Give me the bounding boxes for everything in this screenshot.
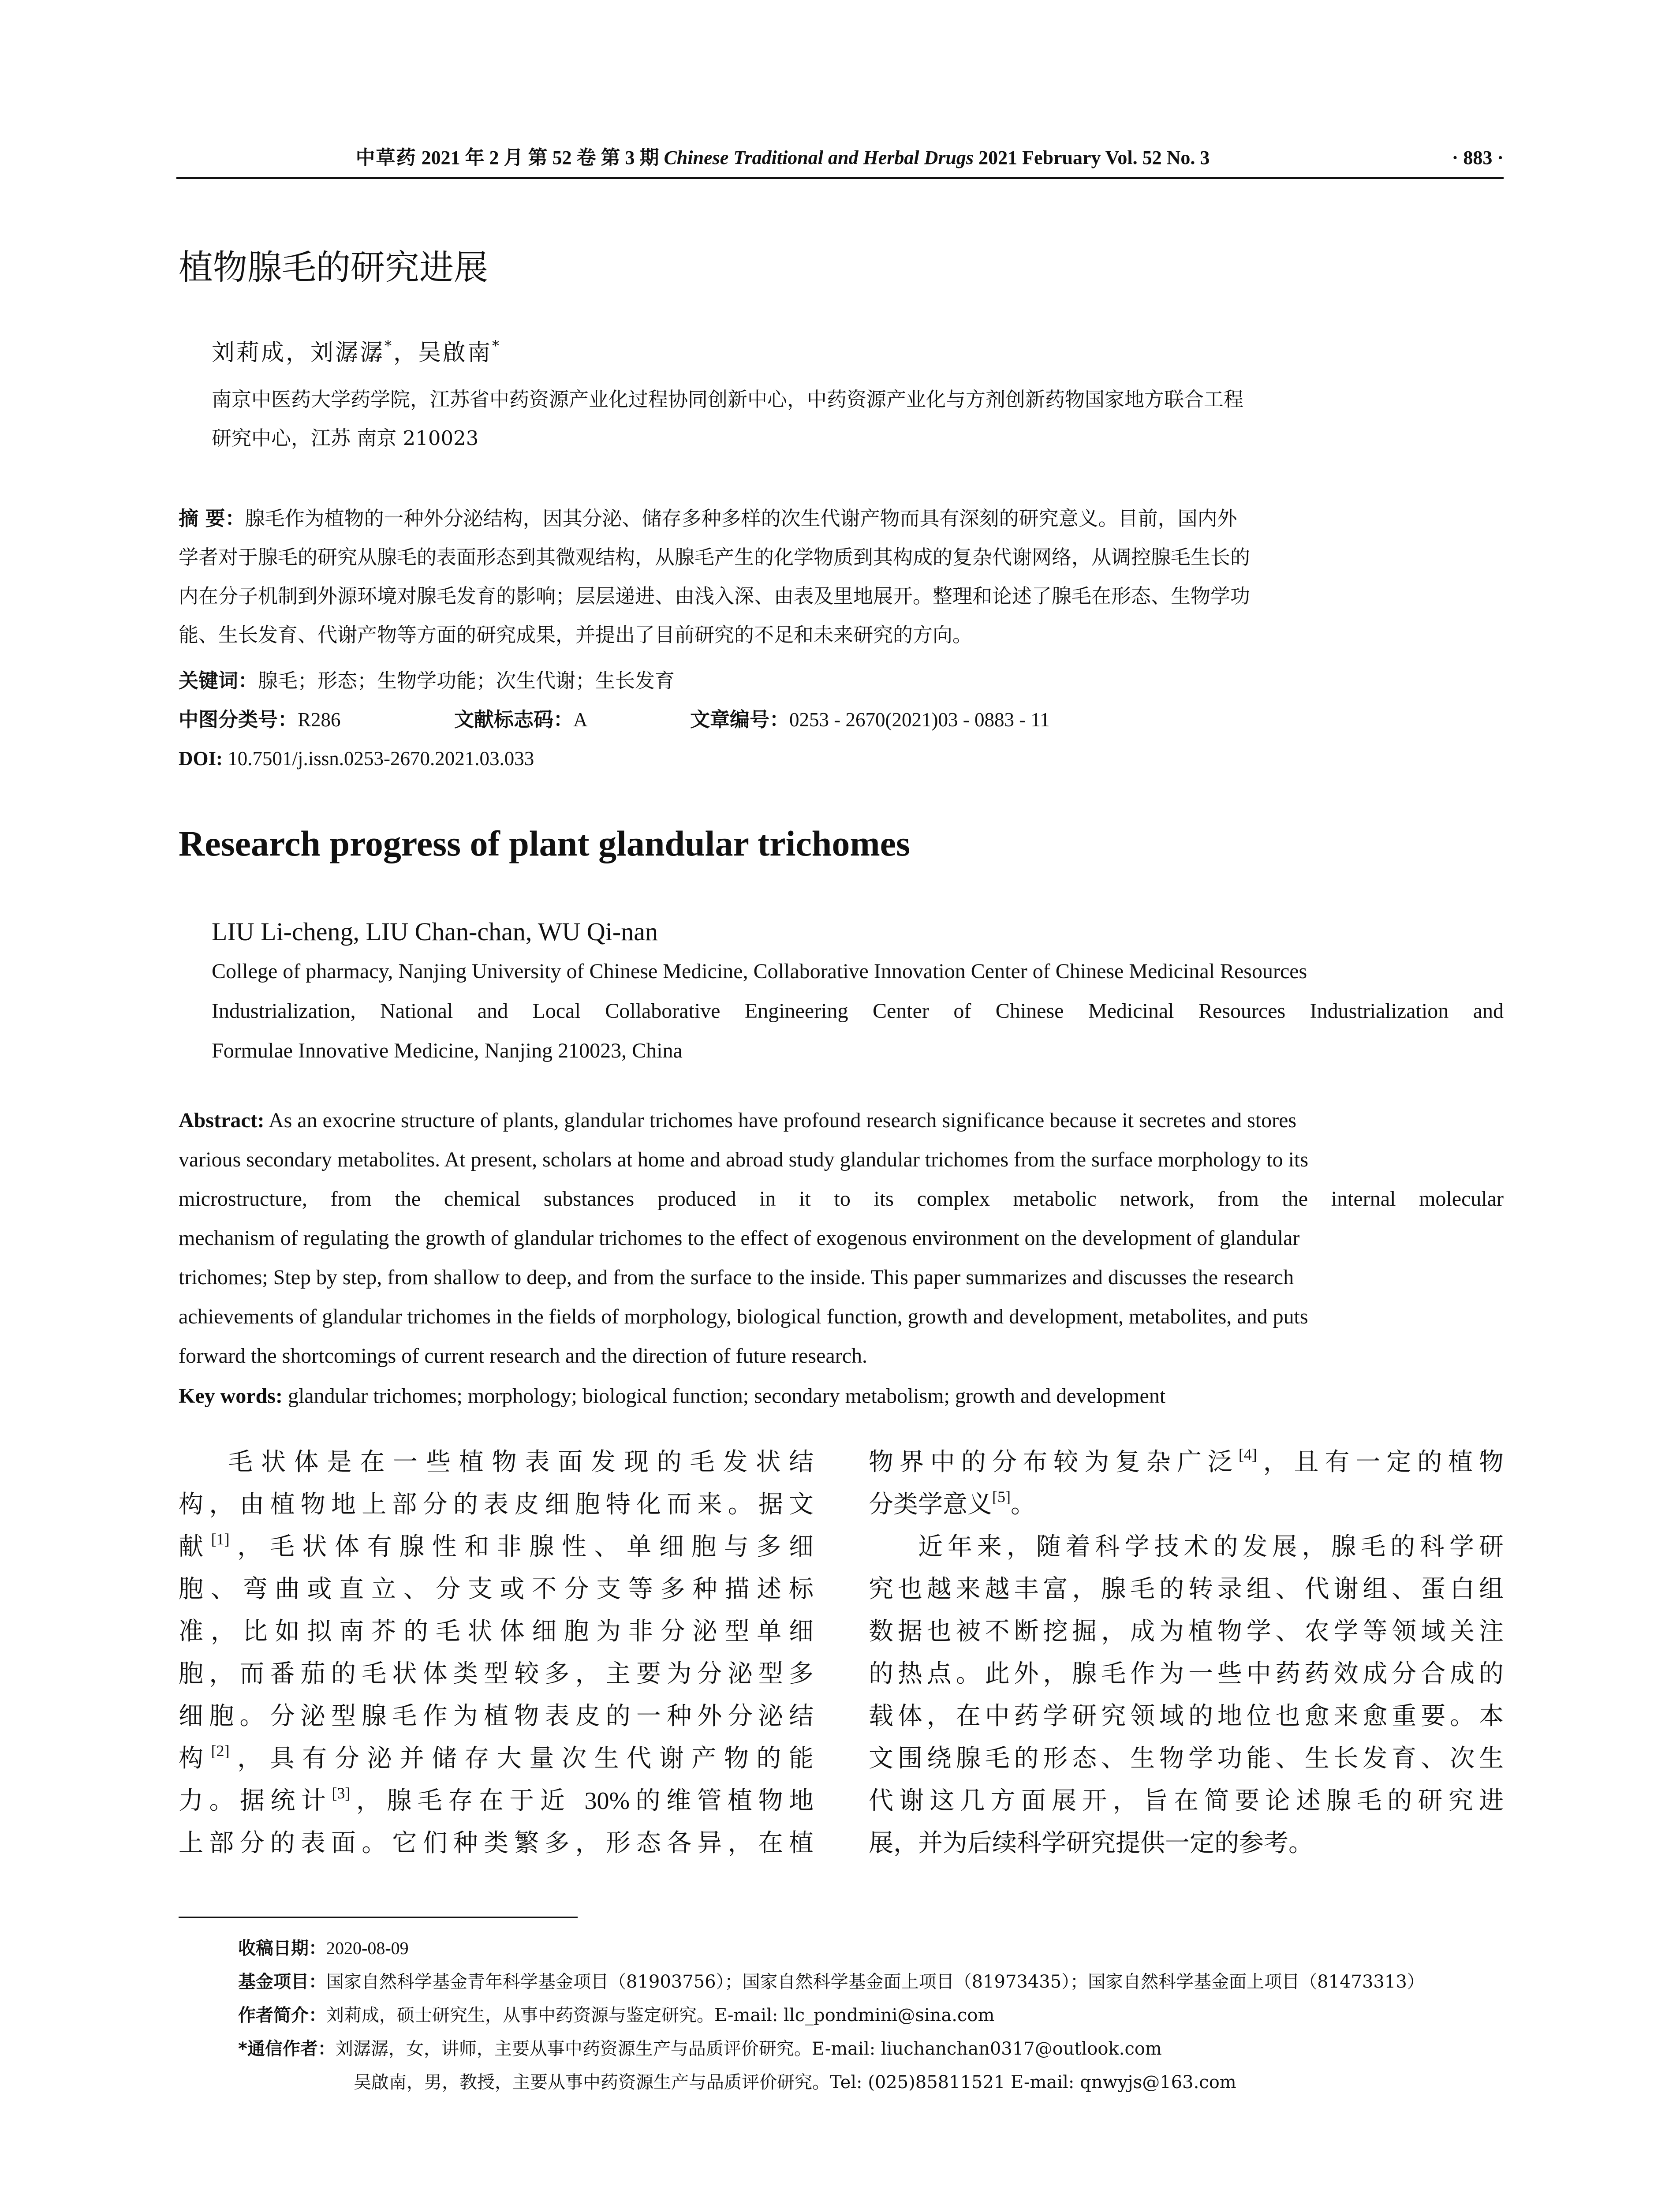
journal-name-cn: 中草药 [355,147,417,168]
doi-label: DOI: [179,747,223,770]
abstract-cn-line: 内在分子机制到外源环境对腺毛发育的影响；层层递进、由浅入深、由表及里地展开。整理和论述了腺毛在形态、生物学功 [179,584,1251,608]
abstract-en-line: trichomes; Step by step, from shallow to deep, and from the surface to the inside. This paper summarizes and discusses the research [179,1266,1294,1289]
footnote-received [238,1932,1504,1965]
body-line [869,1484,1504,1526]
body-line: 的热点。此外，腺毛作为一些中药药效成分合成的 [869,1659,1504,1688]
received-date: 2020-08-09 [326,1938,409,1958]
body-text: ，且有一定的植物 [1257,1448,1504,1476]
corresponding-text: 刘潺潺，女，讲师，主要从事中药资源生产与品质评价研究。E-mail: liuchanchan0317@outlook.com [335,2039,1162,2059]
abstract-en-label: Abstract: [179,1109,265,1132]
body-line [179,1780,814,1822]
body-line: 文围绕腺毛的形态、生物学功能、生长发育、次生 [869,1744,1504,1773]
corresponding-mark: * [492,337,501,354]
abstract-cn-line: 学者对于腺毛的研究从腺毛的表面形态到其微观结构，从腺毛产生的化学物质到其构成的复杂代谢网络，从调控腺毛生长的 [179,546,1251,569]
authors-cn-part-1: 刘莉成，刘潺潺 [212,340,385,366]
body-line [869,1441,1504,1484]
doi-value: 10.7501/j.issn.0253-2670.2021.03.033 [223,747,534,770]
body-text: 力。据统计 [179,1786,332,1815]
clc-value: R286 [298,709,341,731]
affiliation-en-line: Industrialization, National and Local Collaborative Engineering Center of Chinese Medicinal Resources Industrialization and [212,999,1504,1023]
citation-ref: [3] [332,1784,351,1802]
body-line [179,1526,814,1568]
abstract-cn-line: 能、生长发育、代谢产物等方面的研究成果，并提出了目前研究的不足和未来研究的方向。 [179,623,973,647]
citation-ref: [2] [211,1742,230,1760]
body-line: 毛状体是在一些植物表面发现的毛发状结 [228,1448,814,1476]
body-column-right [869,1441,1504,1865]
body-column-left [179,1441,814,1865]
body-line: 展，并为后续科学研究提供一定的参考。 [869,1829,1313,1857]
doi-line [179,739,534,778]
abstract-en-line: various secondary metabolites. At present, scholars at home and abroad study glandular trichomes from the surface morphology to its [179,1148,1308,1171]
corresponding-mark: * [385,337,394,354]
abstract-en-line: achievements of glandular trichomes in the fields of morphology, biological function, growth and development, metabolites, and puts [179,1305,1308,1328]
body-text: 。 [1010,1490,1035,1519]
body-text: 物界中的分布较为复杂广泛 [869,1448,1239,1476]
body-line: 构，由植物地上部分的表皮细胞特化而来。据文 [179,1490,814,1519]
abstract-en-line: As an exocrine structure of plants, glandular trichomes have profound research significance because it secretes and stores [264,1109,1297,1132]
authors-en: LIU Li-cheng, LIU Chan-chan, WU Qi-nan [212,917,658,946]
footnote-fund [238,1965,1504,1999]
body-line: 数据也被不断挖掘，成为植物学、农学等领域关注 [869,1617,1504,1646]
article-no-value: 0253 - 2670(2021)03 - 0883 - 11 [789,709,1050,731]
header-rule [176,177,1504,179]
title-en: Research progress of plant glandular trichomes [179,823,910,863]
body-text: 的维管植物地 [630,1786,814,1815]
body-line: 究也越来越丰富，腺毛的转录组、代谢组、蛋白组 [869,1575,1504,1603]
keywords-en-label: Key words: [179,1384,283,1408]
footnote-corresponding-2: 吴啟南，男，教授，主要从事中药资源生产与品质评价研究。Tel: (025)85811521 E-mail: qnwyjs@163.com [354,2072,1236,2093]
body-text: 分类学意义 [869,1490,992,1519]
body-line: 近年来，随着科学技术的发展，腺毛的科学研 [918,1532,1504,1561]
corresponding-label: *通信作者： [238,2039,336,2059]
citation-ref: [5] [992,1488,1011,1506]
fund-label: 基金项目： [238,1972,326,1992]
affiliation-en [212,952,1504,1071]
body-line: 胞、弯曲或直立、分支或不分支等多种描述标 [179,1575,814,1603]
authors-cn [212,335,501,370]
body-text: 献 [179,1532,211,1561]
keywords-cn [179,662,675,700]
affiliation-en-line: Formulae Innovative Medicine, Nanjing 210023, China [212,1039,683,1062]
keywords-cn-text: 腺毛；形态；生物学功能；次生代谢；生长发育 [258,669,675,692]
doc-code-value: A [573,709,588,731]
affiliation-en-line: College of pharmacy, Nanjing University of Chinese Medicine, Collaborative Innovation Center of Chinese Medicinal Resources [212,960,1307,983]
received-label: 收稿日期： [238,1938,326,1958]
issue-en: 2021 February Vol. 52 No. 3 [978,147,1210,168]
body-number: 30% [584,1787,630,1815]
running-head [176,140,1504,176]
keywords-cn-label: 关键词： [179,669,258,692]
classification-line [179,700,1050,739]
affiliation-cn-line: 研究中心，江苏 南京 210023 [212,426,479,450]
keywords-en [179,1376,1165,1416]
fund-text: 国家自然科学基金青年科学基金项目（81903756）；国家自然科学基金面上项目（81973435）；国家自然科学基金面上项目（81473313） [326,1972,1425,1992]
footnote-rule [179,1917,578,1918]
clc-label: 中图分类号： [179,708,298,731]
abstract-en-line: mechanism of regulating the growth of glandular trichomes to the effect of exogenous environment on the development of glandular [179,1226,1300,1250]
title-cn: 植物腺毛的研究进展 [179,248,489,288]
footnotes [238,1932,1504,2099]
abstract-en-line: microstructure, from the chemical substances produced in it to its complex metabolic network, from the internal molecular [179,1187,1504,1211]
keywords-en-text: glandular trichomes; morphology; biological function; secondary metabolism; growth and development [282,1384,1166,1408]
article-no-label: 文章编号： [690,708,790,731]
citation-ref: [4] [1238,1446,1257,1463]
body-line: 胞，而番茄的毛状体类型较多，主要为分泌型多 [179,1659,814,1688]
authors-cn-part-2: ，吴啟南 [393,340,493,366]
abstract-cn [179,499,1504,654]
doc-code-label: 文献标志码： [454,708,574,731]
running-head-center [176,140,1389,176]
abstract-cn-label: 摘 要： [179,507,245,530]
body-line [179,1738,814,1780]
affiliation-cn [212,380,1504,458]
page-number: · 883 · [1452,147,1504,168]
abstract-cn-line: 腺毛作为植物的一种外分泌结构，因其分泌、储存多种多样的次生代谢产物而具有深刻的研究意义。目前，国内外 [245,507,1237,530]
journal-name-en: Chinese Traditional and Herbal Drugs [664,147,974,168]
body-text: ，具有分泌并储存大量次生代谢产物的能 [229,1744,814,1773]
bio-text: 刘莉成，硕士研究生，从事中药资源与鉴定研究。E-mail: llc_pondmini@sina.com [326,2005,995,2026]
bio-label: 作者简介： [238,2005,326,2026]
body-text: 构 [179,1744,211,1773]
body-text: ，腺毛存在于近 [350,1786,585,1815]
body-line: 载体，在中药学研究领域的地位也愈来愈重要。本 [869,1702,1504,1730]
affiliation-cn-line: 南京中医药大学药学院，江苏省中药资源产业化过程协同创新中心，中药资源产业化与方剂创新药物国家地方联合工程 [212,388,1244,411]
footnote-bio [238,1999,1504,2032]
body-line: 代谢这几方面展开，旨在简要论述腺毛的研究进 [869,1786,1504,1815]
abstract-en [179,1101,1504,1375]
body-line: 准，比如拟南芥的毛状体细胞为非分泌型单细 [179,1617,814,1646]
body-line: 上部分的表面。它们种类繁多，形态各异，在植 [179,1829,814,1857]
footnote-corresponding [238,2032,1504,2066]
body-text: ，毛状体有腺性和非腺性、单细胞与多细 [229,1532,814,1561]
abstract-en-line: forward the shortcomings of current research and the direction of future research. [179,1344,867,1368]
body-line: 细胞。分泌型腺毛作为植物表皮的一种外分泌结 [179,1702,814,1730]
citation-ref: [1] [211,1530,230,1548]
issue-cn: 2021 年 2 月 第 52 卷 第 3 期 [421,147,659,168]
